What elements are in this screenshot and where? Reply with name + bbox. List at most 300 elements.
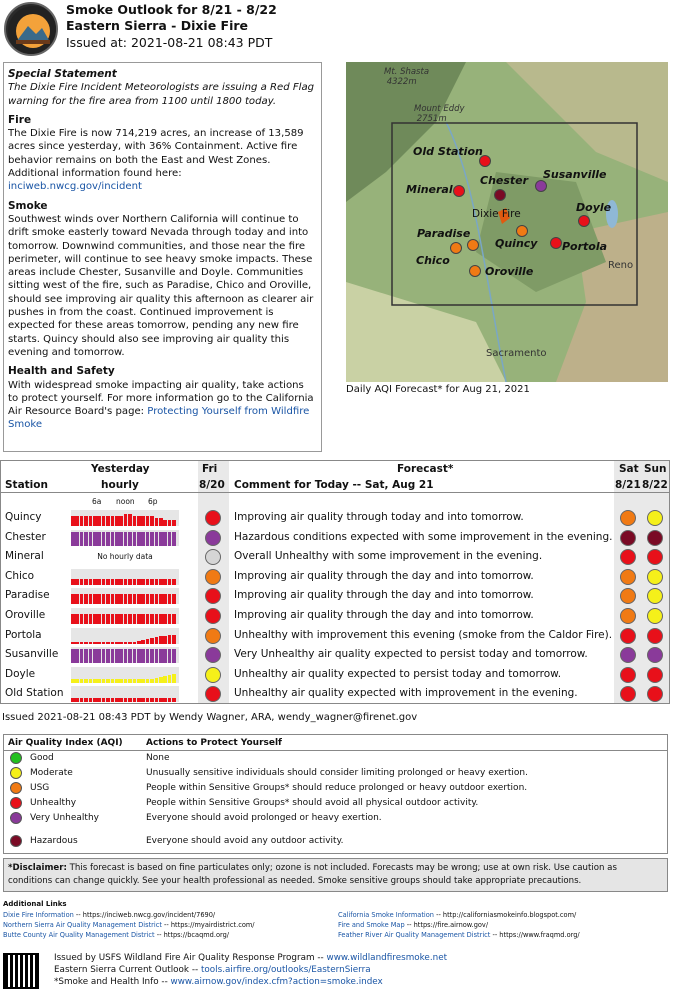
hourly-bar <box>106 532 110 546</box>
hourly-bar <box>119 649 123 663</box>
hourly-bar <box>115 649 119 663</box>
hourly-bar <box>150 614 154 624</box>
hourly-bar <box>71 594 75 604</box>
hourly-bar <box>102 679 106 683</box>
hourly-bar <box>124 579 128 585</box>
header-station: Station <box>5 479 48 491</box>
hourly-bar <box>155 678 159 683</box>
hourly-bar <box>163 520 167 526</box>
hour-noon: noon <box>116 497 135 506</box>
hourly-bar <box>84 679 88 683</box>
hourly-bar <box>133 698 137 702</box>
hourly-bar <box>75 579 79 585</box>
sun-aqi-dot <box>647 647 663 663</box>
fri-aqi-dot <box>205 628 221 644</box>
hourly-bar <box>71 579 75 585</box>
hourly-bar <box>146 639 150 644</box>
sat-aqi-dot <box>620 530 636 546</box>
hourly-bar <box>89 579 93 585</box>
hourly-bar <box>84 642 88 644</box>
hourly-bar <box>89 698 93 702</box>
forecast-comment: Unhealthy air quality expected to persist today and tomorrow. <box>234 667 562 680</box>
special-statement-title: Special Statement <box>8 68 117 80</box>
hourly-bar <box>155 518 159 526</box>
hourly-bar <box>124 649 128 663</box>
link-url: -- https://fire.airnow.gov/ <box>404 921 489 929</box>
hourly-bar <box>172 698 176 702</box>
sat-aqi-dot <box>620 686 636 702</box>
header-fri-date: 8/20 <box>199 479 225 491</box>
hourly-bar <box>146 698 150 702</box>
hourly-bar <box>146 614 150 624</box>
hourly-bar <box>84 614 88 624</box>
hourly-bar <box>163 532 167 546</box>
hourly-bar <box>146 532 150 546</box>
hourly-bar <box>150 532 154 546</box>
health-paragraph <box>8 379 317 432</box>
disclaimer-text: This forecast is based on fine particulates only; ozone is not included. Forecasts may be wrong; use at own risk. Use caution as conditions can change quickly. See your health professional as needed. Smoke sensitive groups should take appropriate precautions. <box>8 863 617 886</box>
smoke-text: Southwest winds over Northern California will continue to drift smoke easterly toward Nevada through today and into tomorrow. Downwind communities, and those near the fire perimeter, will continue to see heavy smoke impacts. These areas include Chester, Susanville and Doyle. Communities sitting west of the fire, such as Paradise, Chico and Oroville, should see improving air quality this afternoon as clearer air pushes in from the coast. Continued improvement is expected for these areas tomorrow, pending any new fire starts. Quincy should also see improving air quality this evening and tomorrow. <box>8 213 314 358</box>
aqi-row <box>4 781 667 796</box>
station-name: Quincy <box>5 511 42 523</box>
hourly-bar <box>155 614 159 624</box>
hourly-bar <box>150 679 154 683</box>
additional-link[interactable]: Fire and Smoke Map <box>338 921 405 929</box>
hourly-bar <box>133 649 137 663</box>
hourly-bar <box>128 698 132 702</box>
aqi-color-dot <box>10 767 22 779</box>
hourly-bar <box>71 679 75 683</box>
hourly-bar <box>124 642 128 644</box>
aqi-action: Everyone should avoid prolonged or heavy exertion. <box>146 813 382 823</box>
peak-eddy: Mount Eddy 2751m <box>414 104 465 124</box>
hourly-bar <box>146 649 150 663</box>
additional-link[interactable]: Northern Sierra Air Quality Management District <box>3 921 162 929</box>
wildlandfiresmoke-link[interactable]: www.wildlandfiresmoke.net <box>326 953 448 963</box>
footer-line-3: *Smoke and Health Info -- www.airnow.gov/index.cfm?action=smoke.index <box>54 977 383 987</box>
hourly-bar <box>172 635 176 644</box>
hour-6a: 6a <box>92 497 102 506</box>
sun-aqi-dot <box>647 608 663 624</box>
additional-links-title: Additional Links <box>3 900 67 908</box>
hourly-bar <box>93 579 97 585</box>
hourly-bar <box>133 642 137 644</box>
hourly-bar <box>106 614 110 624</box>
hourly-bar <box>146 594 150 604</box>
statement-panel <box>3 62 322 452</box>
hourly-bar <box>159 636 163 644</box>
hourly-bar <box>137 679 141 683</box>
forecast-comment: Improving air quality through the day and into tomorrow. <box>234 609 534 621</box>
hourly-bar <box>80 614 84 624</box>
fri-aqi-dot <box>205 530 221 546</box>
hourly-bar <box>133 594 137 604</box>
hourly-bar <box>163 614 167 624</box>
hourly-bar <box>93 532 97 546</box>
hourly-bar <box>150 649 154 663</box>
hourly-bar <box>141 516 145 526</box>
hourly-bar <box>75 642 79 644</box>
hourly-bar <box>75 532 79 546</box>
sun-aqi-dot <box>647 569 663 585</box>
aqi-action: People within Sensitive Groups* should avoid all physical outdoor activity. <box>146 798 479 808</box>
hourly-bar <box>137 579 141 585</box>
hourly-bar <box>111 516 115 526</box>
hourly-bar <box>137 641 141 644</box>
hourly-bar <box>111 649 115 663</box>
outlook-link[interactable]: tools.airfire.org/outlooks/EasternSierra <box>200 965 371 975</box>
sun-aqi-dot <box>647 588 663 604</box>
hourly-sparkline <box>71 569 179 585</box>
hourly-bar <box>102 642 106 644</box>
hourly-bar <box>89 594 93 604</box>
hourly-bar <box>84 579 88 585</box>
aqi-color-dot <box>10 812 22 824</box>
hourly-bar <box>128 679 132 683</box>
carb-link[interactable]: Protecting Yourself from Wildfire Smoke <box>8 406 310 431</box>
hourly-bar <box>155 637 159 644</box>
sat-aqi-dot <box>620 628 636 644</box>
sat-aqi-dot <box>620 510 636 526</box>
link-url: -- https://myairdistrict.com/ <box>161 921 255 929</box>
forecast-comment: Unhealthy air quality expected with improvement in the evening. <box>234 687 578 700</box>
hourly-bar <box>119 579 123 585</box>
hourly-bar <box>93 679 97 683</box>
hourly-bar <box>137 516 141 526</box>
hourly-bar <box>172 532 176 546</box>
hourly-bar <box>93 516 97 526</box>
hourly-sparkline <box>71 549 179 565</box>
sun-aqi-dot <box>647 530 663 546</box>
table-row <box>1 665 669 685</box>
additional-link[interactable]: Feather River Air Quality Management District <box>338 931 491 939</box>
hourly-bar <box>150 579 154 585</box>
header-sat-date: 8/21 <box>615 479 641 491</box>
hourly-bar <box>128 532 132 546</box>
hourly-bar <box>133 579 137 585</box>
hourly-bar <box>80 579 84 585</box>
hourly-bar <box>133 614 137 624</box>
hourly-bar <box>155 579 159 585</box>
hourly-bar <box>137 649 141 663</box>
hourly-bar <box>115 516 119 526</box>
hourly-bar <box>137 698 141 702</box>
hourly-bar <box>128 579 132 585</box>
forecast-comment: Improving air quality through today and into tomorrow. <box>234 511 524 523</box>
map-caption: Daily AQI Forecast* for Aug 21, 2021 <box>346 384 530 395</box>
hourly-bar <box>168 520 172 526</box>
header-sun: Sun <box>644 463 667 475</box>
header-fri: Fri <box>202 463 218 475</box>
hourly-bar <box>75 679 79 683</box>
hourly-bar <box>102 614 106 624</box>
aqi-level: Moderate <box>30 768 73 778</box>
hourly-bar <box>97 516 101 526</box>
station-name: Susanville <box>5 648 59 661</box>
page-subtitle: Eastern Sierra - Dixie Fire <box>66 18 249 33</box>
hourly-bar <box>111 532 115 546</box>
city-sacramento: Sacramento <box>486 348 547 359</box>
hourly-bar <box>102 516 106 526</box>
hourly-bar <box>141 579 145 585</box>
hourly-bar <box>84 594 88 604</box>
hourly-bar <box>111 679 115 683</box>
hourly-bar <box>97 642 101 644</box>
station-name: Chester <box>5 530 46 543</box>
hourly-bar <box>150 594 154 604</box>
sat-aqi-dot <box>620 667 636 683</box>
hourly-bar <box>80 698 84 702</box>
header-comment: Comment for Today -- Sat, Aug 21 <box>234 479 434 491</box>
hourly-bar <box>124 614 128 624</box>
hourly-bar <box>133 679 137 683</box>
hourly-bar <box>80 516 84 526</box>
hourly-bar <box>84 516 88 526</box>
hourly-bar <box>106 642 110 644</box>
hourly-sparkline <box>71 686 179 702</box>
sat-aqi-dot <box>620 549 636 565</box>
hourly-sparkline <box>71 510 179 526</box>
sun-aqi-dot <box>647 686 663 702</box>
hourly-bar <box>111 594 115 604</box>
fri-aqi-dot <box>205 608 221 624</box>
hourly-bar <box>93 594 97 604</box>
hourly-bar <box>163 676 167 683</box>
fri-aqi-dot <box>205 686 221 702</box>
qr-code <box>3 953 39 989</box>
hourly-bar <box>159 698 163 702</box>
hour-6p: 6p <box>148 497 158 506</box>
hourly-bar <box>128 642 132 644</box>
hourly-bar <box>124 532 128 546</box>
hourly-bar <box>106 516 110 526</box>
hourly-bar <box>115 594 119 604</box>
hourly-bar <box>75 698 79 702</box>
table-row <box>1 547 669 567</box>
fri-aqi-dot <box>205 549 221 565</box>
hourly-bar <box>102 594 106 604</box>
header-sat: Sat <box>619 463 639 475</box>
hourly-bar <box>128 649 132 663</box>
additional-links <box>3 900 668 941</box>
hourly-bar <box>124 514 128 526</box>
hourly-bar <box>163 698 167 702</box>
hourly-sparkline <box>71 667 179 683</box>
city-reno: Reno <box>608 260 634 271</box>
hourly-bar <box>168 614 172 624</box>
additional-link[interactable]: Butte County Air Quality Management District <box>3 931 155 939</box>
hourly-bar <box>137 614 141 624</box>
aqi-action: People within Sensitive Groups* should reduce prolonged or heavy outdoor exertion. <box>146 783 528 793</box>
fri-aqi-dot <box>205 510 221 526</box>
hourly-bar <box>71 516 75 526</box>
fri-aqi-dot <box>205 647 221 663</box>
fri-aqi-dot <box>205 588 221 604</box>
forecast-comment: Improving air quality through the day and into tomorrow. <box>234 569 534 582</box>
hourly-bar <box>159 649 163 663</box>
hourly-bar <box>115 642 119 644</box>
hourly-bar <box>146 579 150 585</box>
hourly-bar <box>89 679 93 683</box>
hourly-bar <box>102 579 106 585</box>
health-title: Health and Safety <box>8 365 115 378</box>
forecast-comment: Unhealthy with improvement this evening (smoke from the Caldor Fire). <box>234 628 613 641</box>
hourly-bar <box>155 698 159 702</box>
aqi-level: Good <box>30 753 54 763</box>
hourly-bar <box>141 649 145 663</box>
no-hourly-data: No hourly data <box>97 552 153 562</box>
hourly-bar <box>119 679 123 683</box>
sat-aqi-dot <box>620 569 636 585</box>
table-row <box>1 528 669 548</box>
fire-paragraph <box>8 127 317 193</box>
hourly-bar <box>89 649 93 663</box>
aqi-level: Unhealthy <box>30 798 77 808</box>
sat-aqi-dot <box>620 608 636 624</box>
header-forecast: Forecast* <box>397 463 454 475</box>
aqi-row <box>4 796 667 811</box>
aqi-action: Unusually sensitive individuals should consider limiting prolonged or heavy exertion. <box>146 768 528 778</box>
additional-link[interactable]: California Smoke Information <box>338 911 434 919</box>
hourly-bar <box>115 614 119 624</box>
hourly-bar <box>75 594 79 604</box>
aqi-row <box>4 766 667 781</box>
sun-aqi-dot <box>647 510 663 526</box>
hourly-bar <box>119 698 123 702</box>
hourly-bar <box>102 698 106 702</box>
aqi-row <box>4 751 667 766</box>
hourly-bar <box>172 614 176 624</box>
hourly-bar <box>159 532 163 546</box>
station-name: Chico <box>5 569 35 582</box>
hourly-bar <box>172 649 176 663</box>
hourly-bar <box>119 594 123 604</box>
aqi-legend <box>3 734 668 854</box>
hourly-bar <box>84 698 88 702</box>
special-statement-text: The Dixie Fire Incident Meteorologists are issuing a Red Flag warning for the fire area from 1100 until 1800 today. <box>8 82 315 107</box>
forecast-header <box>1 461 669 493</box>
hourly-bar <box>168 635 172 644</box>
hourly-bar <box>97 698 101 702</box>
sun-aqi-dot <box>647 667 663 683</box>
hourly-bar <box>137 594 141 604</box>
hourly-bar <box>93 642 97 644</box>
hourly-bar <box>111 579 115 585</box>
hourly-bar <box>159 677 163 683</box>
hourly-bar <box>97 594 101 604</box>
link-url: -- https://inciweb.nwcg.gov/incident/7690/ <box>73 911 216 919</box>
hourly-bar <box>111 698 115 702</box>
hourly-bar <box>146 679 150 683</box>
hourly-bar <box>89 516 93 526</box>
hourly-bar <box>155 594 159 604</box>
hourly-bar <box>150 516 154 526</box>
hourly-bar <box>159 594 163 604</box>
hourly-bar <box>93 614 97 624</box>
hourly-bar <box>119 532 123 546</box>
forecast-comment: Very Unhealthy air quality expected to persist today and tomorrow. <box>234 648 588 661</box>
hourly-bar <box>115 698 119 702</box>
table-row <box>1 626 669 646</box>
hourly-bar <box>71 642 75 644</box>
fire-label: Dixie Fire <box>472 208 521 220</box>
hourly-bar <box>128 614 132 624</box>
header-yesterday: Yesterday <box>91 463 150 475</box>
aqi-color-dot <box>10 782 22 794</box>
link-url: -- https://bcaqmd.org/ <box>154 931 230 939</box>
hourly-bar <box>124 679 128 683</box>
forecast-comment: Improving air quality through the day and into tomorrow. <box>234 589 534 602</box>
hourly-bar <box>106 679 110 683</box>
hourly-bar <box>146 516 150 526</box>
hourly-bar <box>150 698 154 702</box>
hourly-sparkline <box>71 628 179 644</box>
table-row <box>1 567 669 587</box>
hourly-bar <box>159 518 163 526</box>
hourly-bar <box>119 516 123 526</box>
hourly-bar <box>97 649 101 663</box>
hourly-bar <box>155 532 159 546</box>
airnow-link[interactable]: www.airnow.gov/index.cfm?action=smoke.index <box>170 977 383 987</box>
hourly-bar <box>75 614 79 624</box>
station-name: Doyle <box>5 667 36 680</box>
fri-aqi-dot <box>205 667 221 683</box>
forecast-table <box>0 460 670 704</box>
hourly-bar <box>172 520 176 526</box>
hourly-bar <box>111 642 115 644</box>
hourly-bar <box>89 614 93 624</box>
hourly-bar <box>163 649 167 663</box>
footer-line-1: Issued by USFS Wildland Fire Air Quality Response Program -- www.wildlandfiresmoke.net <box>54 953 448 963</box>
forecast-comment: Overall Unhealthy with some improvement in the evening. <box>234 550 543 563</box>
hourly-bar <box>97 579 101 585</box>
hourly-bar <box>97 614 101 624</box>
aqi-action: None <box>146 753 170 763</box>
hourly-bar <box>97 679 101 683</box>
inciweb-link[interactable]: inciweb.nwcg.gov/incident <box>8 181 142 193</box>
aqi-row <box>4 811 667 826</box>
additional-link[interactable]: Dixie Fire Information <box>3 911 74 919</box>
hourly-bar <box>172 579 176 585</box>
aqi-header-actions: Actions to Protect Yourself <box>146 738 282 748</box>
hourly-bar <box>133 532 137 546</box>
hourly-bar <box>168 698 172 702</box>
hourly-bar <box>102 532 106 546</box>
sun-aqi-dot <box>647 628 663 644</box>
aqi-header-index: Air Quality Index (AQI) <box>8 738 123 748</box>
hourly-bar <box>84 649 88 663</box>
fire-title: Fire <box>8 113 32 126</box>
header-hourly: hourly <box>101 479 139 491</box>
sat-aqi-dot <box>620 588 636 604</box>
table-row <box>1 508 669 528</box>
sun-aqi-dot <box>647 549 663 565</box>
hourly-bar <box>163 594 167 604</box>
hourly-bar <box>80 594 84 604</box>
hourly-bar <box>115 579 119 585</box>
hourly-bar <box>137 532 141 546</box>
hourly-bar <box>71 532 75 546</box>
table-row <box>1 684 669 704</box>
hourly-bar <box>93 698 97 702</box>
hourly-bar <box>163 636 167 644</box>
issued-timestamp: Issued at: 2021-08-21 08:43 PDT <box>66 35 273 50</box>
hourly-bar <box>84 532 88 546</box>
hourly-bar <box>71 698 75 702</box>
aqi-level: Hazardous <box>30 836 78 846</box>
table-row <box>1 645 669 665</box>
table-row <box>1 606 669 626</box>
